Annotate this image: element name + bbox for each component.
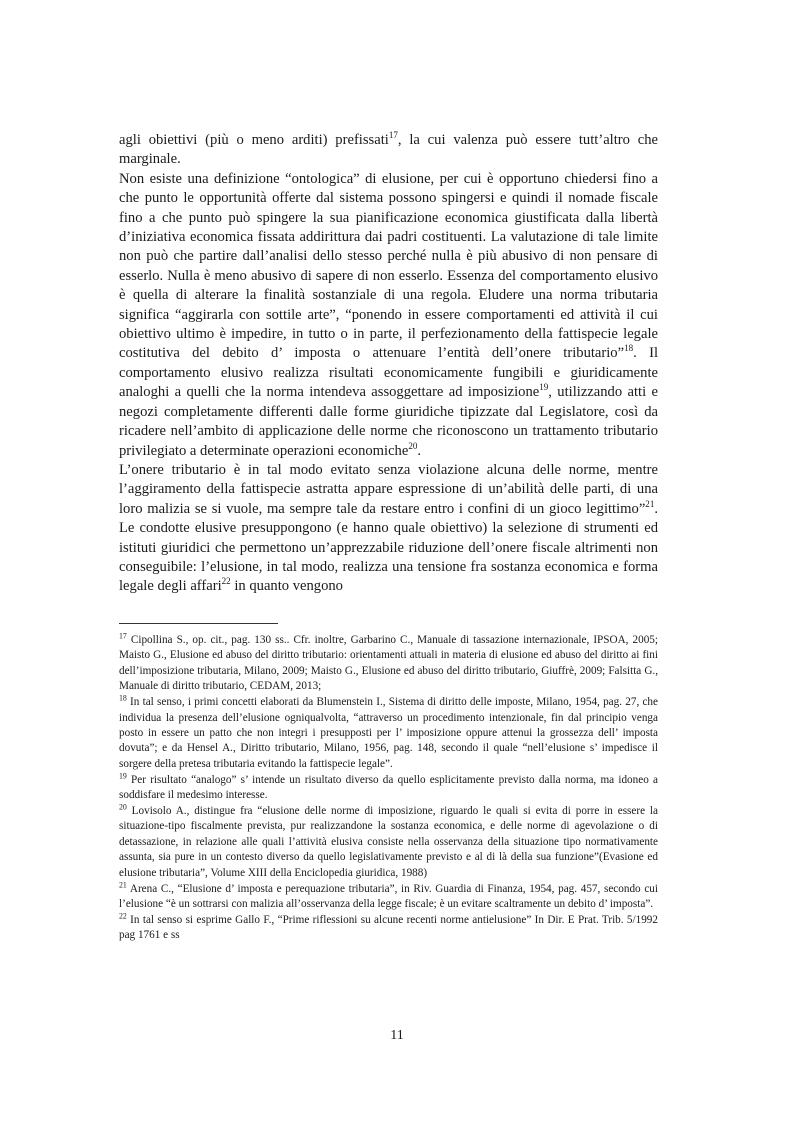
- footnote-number: 21: [119, 879, 127, 889]
- footnote: [119, 804, 658, 881]
- paragraph-text: . Le condotte elusive presuppongono (e hanno quale obiettivo) la selezione di strumenti ed istituti giuridici che permettono un’apprezzabile riduzione dell’onere fiscale altrimenti non conseguibile: l’elusione, in tal modo, realizza una tensione fra sostanza economica e forma legale degli affari: [119, 500, 658, 595]
- footnote-text: In tal senso, i primi concetti elaborati da Blumenstein I., Sistema di diritto delle imposte, Milano, 1954, pag. 27, che individua la presenza dell’elusione ogniqualvolta, “attraverso un procedimento intenzionale, fin dal principio venga posto in essere un patto che non integri i presupposti per l’ imposizione oppure attenui la grossezza dell’ imposta dovuta”; e da Hensel A., Diritto tributario, Milano, 1956, pag. 148, secondo il quale “nell’elusione s’ impedisce il sorgere della pretesa tributaria evitando la fattispecie legale”.: [119, 696, 658, 770]
- footnote-number: 22: [119, 911, 127, 921]
- footnote: [119, 913, 658, 944]
- paragraph-text: , la cui valenza può essere tutt’altro che marginale.: [119, 132, 659, 168]
- footnote-text: Arena C., “Elusione d’ imposta e perequazione tributaria”, in Riv. Guardia di Finanza, 1954, pag. 457, secondo cui l’elusione “è un sottrarsi con malizia all’osservanza della legge fiscale; è un evitare scaltramente un debito d’ imposta”.: [119, 882, 658, 910]
- body-text: [119, 131, 658, 597]
- footnote-reference[interactable]: 21: [645, 498, 655, 509]
- paragraph-text: in quanto vengono: [230, 578, 343, 595]
- page-number: 11: [390, 1028, 404, 1043]
- footnote-reference[interactable]: 19: [539, 382, 549, 393]
- paragraph-text: .: [417, 442, 422, 459]
- footnote-text: Lovisolo A., distingue fra “elusione delle norme di imposizione, riguardo le quali si evita di porre in essere la situazione-tipo fiscalmente prevista, pur realizzandone la sostanza economica, e delle norme di agevolazione o di detassazione, in relazione alle quali l’attività elusiva consiste nella osservanza della situazione tipo normativamente assunta, sia pure in un contesto diverso da quello legislativamente previsto e al di là della sua funzione”(Evasione ed elusione tributaria”, Volume XIII della Enciclopedia giuridica, 1988): [119, 804, 658, 879]
- footnote-text: Per risultato “analogo” s’ intende un risultato diverso da quello esplicitamente previsto dalla norma, ma idoneo a soddisfare il medesimo interesse.: [119, 773, 658, 802]
- footnote-reference[interactable]: 17: [388, 130, 398, 141]
- footnote-number: 17: [119, 631, 127, 641]
- footnote-reference[interactable]: 22: [221, 576, 231, 587]
- footnote-text: In tal senso si esprime Gallo F., “Prime riflessioni su alcune recenti norme antielusione” In Dir. E Prat. Trib. 5/1992 pag 1761 e ss: [119, 913, 658, 942]
- paragraph-text: , utilizzando atti e negozi completamente differenti dalle forme giuridiche tipizzate dal Legislatore, così da ricadere nell’ambito di applicazione delle norme che riconoscono un trattamento tributario privilegiato a determinate operazioni economiche: [119, 384, 658, 459]
- paragraph: [119, 170, 658, 461]
- footnote: [119, 633, 658, 695]
- footnote: [119, 879, 658, 913]
- paragraph: [119, 131, 658, 170]
- footnotes: [119, 633, 658, 944]
- paragraph: [119, 461, 658, 597]
- paragraph-text: agli obiettivi (più o meno arditi) prefissati: [119, 132, 389, 148]
- paragraph-text: L’onere tributario è in tal modo evitato senza violazione alcuna delle norme, mentre l’aggiramento della fattispecie astratta appare espressione di un’abilità delle parti, di una loro malizia se si vuole, ma sempre tale da restare entro i confini di un gioco legittimo”: [119, 461, 658, 517]
- paragraph-text: . Il comportamento elusivo realizza risultati economicamente fungibili e giuridicamente analoghi a quelli che la norma intendeva assoggettare ad imposizione: [119, 345, 658, 401]
- footnote-reference[interactable]: 20: [408, 440, 418, 451]
- footnote-number: 18: [119, 693, 127, 703]
- footnote-reference[interactable]: 18: [624, 343, 634, 354]
- footnote-number: 20: [119, 802, 127, 812]
- footnote: [119, 770, 658, 804]
- page-body: [119, 131, 658, 597]
- footnote-text: Cipollina S., op. cit., pag. 130 ss.. Cfr. inoltre, Garbarino C., Manuale di tassazione internazionale, IPSOA, 2005; Maisto G., Elusione ed abuso del diritto tributario: orientamenti attuali in materia di elusione ed abuso del diritto ai fini dell’imposizione tributaria, Milano, 2009; Maisto G., Elusione ed abuso del diritto tributario, Giuffrè, 2009; Falsitta G., Manuale di diritto tributario, CEDAM, 2013;: [119, 634, 658, 693]
- paragraph-text: Non esiste una definizione “ontologica” di elusione, per cui è opportuno chiedersi fino a che punto le opportunità offerte dal sistema possono spingersi e quindi il nomade fiscale fino a che punto può spingere la sua pianificazione economica giustificata dalla libertà d’iniziativa economica fissata addirittura dai padri costituenti. La valutazione di tale limite non può che partire dall’analisi dello stesso perché nulla è più abusivo di non pensare di esserlo. Nulla è meno abusivo di sapere di non esserlo. Essenza del comportamento elusivo è quella di alterare la finalità sostanziale di una regola. Eludere una norma tributaria significa “aggirarla con sottile arte”, “ponendo in essere comportamenti ed attività il cui obiettivo ultimo è impedire, in tutto o in parte, il perfezionamento della fattispecie legale costitutiva del debito d’ imposta o attenuare l’entità dell’onere tributario”: [119, 170, 658, 362]
- footnote-separator: [119, 623, 278, 624]
- footnote: [119, 695, 658, 772]
- footnote-number: 19: [119, 770, 127, 780]
